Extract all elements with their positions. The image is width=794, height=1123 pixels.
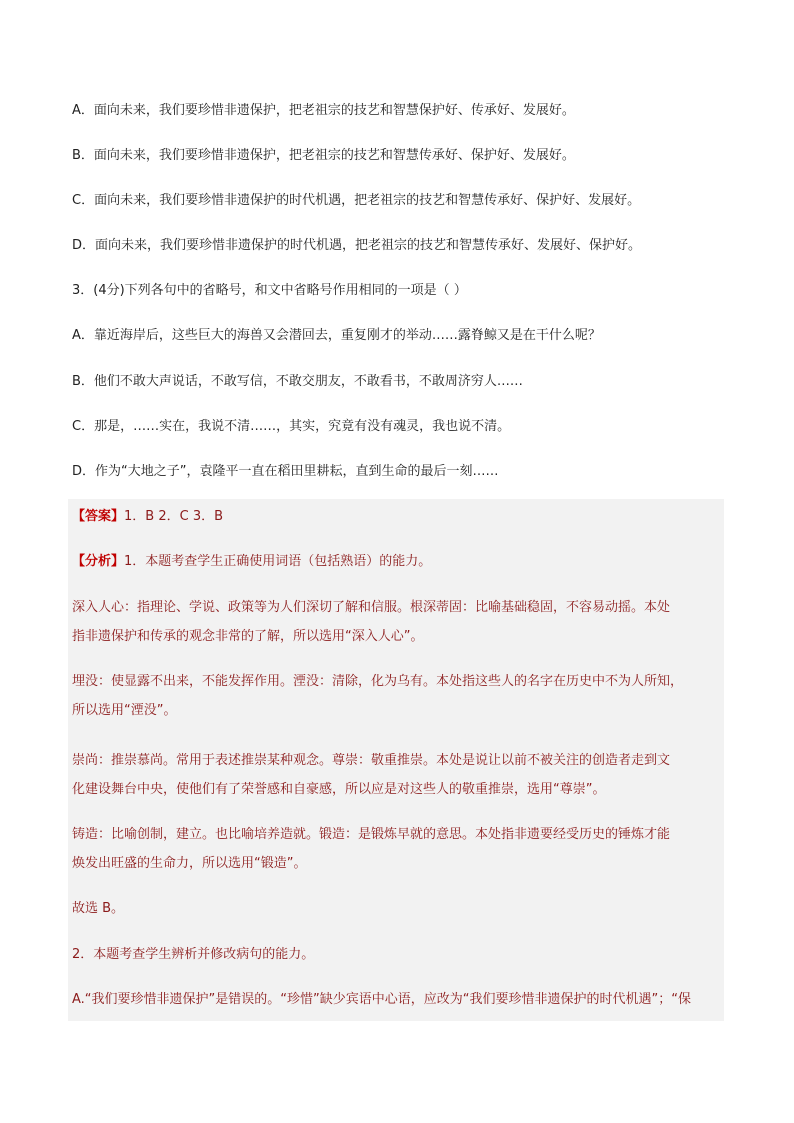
q2-option-d: D．面向未来，我们要珍惜非遗保护的时代机遇，把老祖宗的技艺和智慧传承好、发展好、保护好。	[72, 238, 642, 253]
q2-option-a: A．面向未来，我们要珍惜非遗保护，把老祖宗的技艺和智慧保护好、传承好、发展好。	[72, 103, 575, 118]
analysis-line-11: A.“我们要珍惜非遗保护”是错误的。“珍惜”缺少宾语中心语，应改为“我们要珍惜非遗保护的时代机遇”；“保	[72, 992, 691, 1007]
analysis-line-6: 化建设舞台中央，使他们有了荣誉感和自豪感，所以应是对这些人的敬重推崇，选用“尊崇”。	[72, 782, 606, 797]
answer-line	[72, 507, 724, 527]
analysis-tag: 【分析】	[72, 554, 125, 569]
analysis-line-1: 深入人心：指理论、学说、政策等为人们深切了解和信服。根深蒂固：比喻基础稳固，不容易动摇。本处	[72, 600, 671, 615]
answer-text: 1．B 2．C 3．B	[124, 509, 224, 524]
analysis-line-10: 2．本题考查学生辨析并修改病句的能力。	[72, 947, 315, 962]
q2-option-b: B．面向未来，我们要珍惜非遗保护，把老祖宗的技艺和智慧传承好、保护好、发展好。	[72, 148, 575, 163]
q3-option-a: A．靠近海岸后，这些巨大的海兽又会潜回去，重复刚才的举动……露脊鲸又是在干什么呢？	[72, 328, 601, 343]
q3-option-d: D．作为“大地之子”，袁隆平一直在稻田里耕耘，直到生命的最后一刻……	[72, 464, 499, 479]
analysis-line-8: 焕发出旺盛的生命力，所以选用“锻造”。	[72, 856, 307, 871]
analysis-intro: 1．本题考查学生正确使用词语（包括熟语）的能力。	[124, 554, 432, 569]
analysis-line-9: 故选 B。	[72, 901, 125, 916]
answer-tag: 【答案】	[72, 509, 125, 524]
q3-option-c: C．那是，……实在，我说不清……，其实，究竟有没有魂灵，我也说不清。	[72, 419, 511, 434]
q3-stem: 3．(4分)下列各句中的省略号，和文中省略号作用相同的一项是（ ）	[72, 283, 467, 298]
analysis-line-4: 所以选用“湮没”。	[72, 703, 177, 718]
analysis-line-7: 铸造：比喻创制，建立。也比喻培养造就。锻造：是锻炼早就的意思。本处指非遗要经受历史的锤炼才能	[72, 827, 671, 842]
analysis-line-5: 崇尚：推崇慕尚。常用于表述推崇某种观念。尊崇：敬重推崇。本处是说让以前不被关注的创造者走到文	[72, 753, 671, 768]
analysis-intro-line	[72, 552, 724, 572]
q2-option-c: C．面向未来，我们要珍惜非遗保护的时代机遇，把老祖宗的技艺和智慧传承好、保护好、发展好。	[72, 193, 641, 208]
q3-option-b: B．他们不敢大声说话，不敢写信，不敢交朋友，不敢看书，不敢周济穷人……	[72, 374, 523, 389]
analysis-line-2: 指非遗保护和传承的观念非常的了解，所以选用“深入人心”。	[72, 629, 424, 644]
analysis-line-3: 埋没：使显露不出来，不能发挥作用。湮没：清除，化为乌有。本处指这些人的名字在历史中不为人所知，	[72, 674, 684, 689]
